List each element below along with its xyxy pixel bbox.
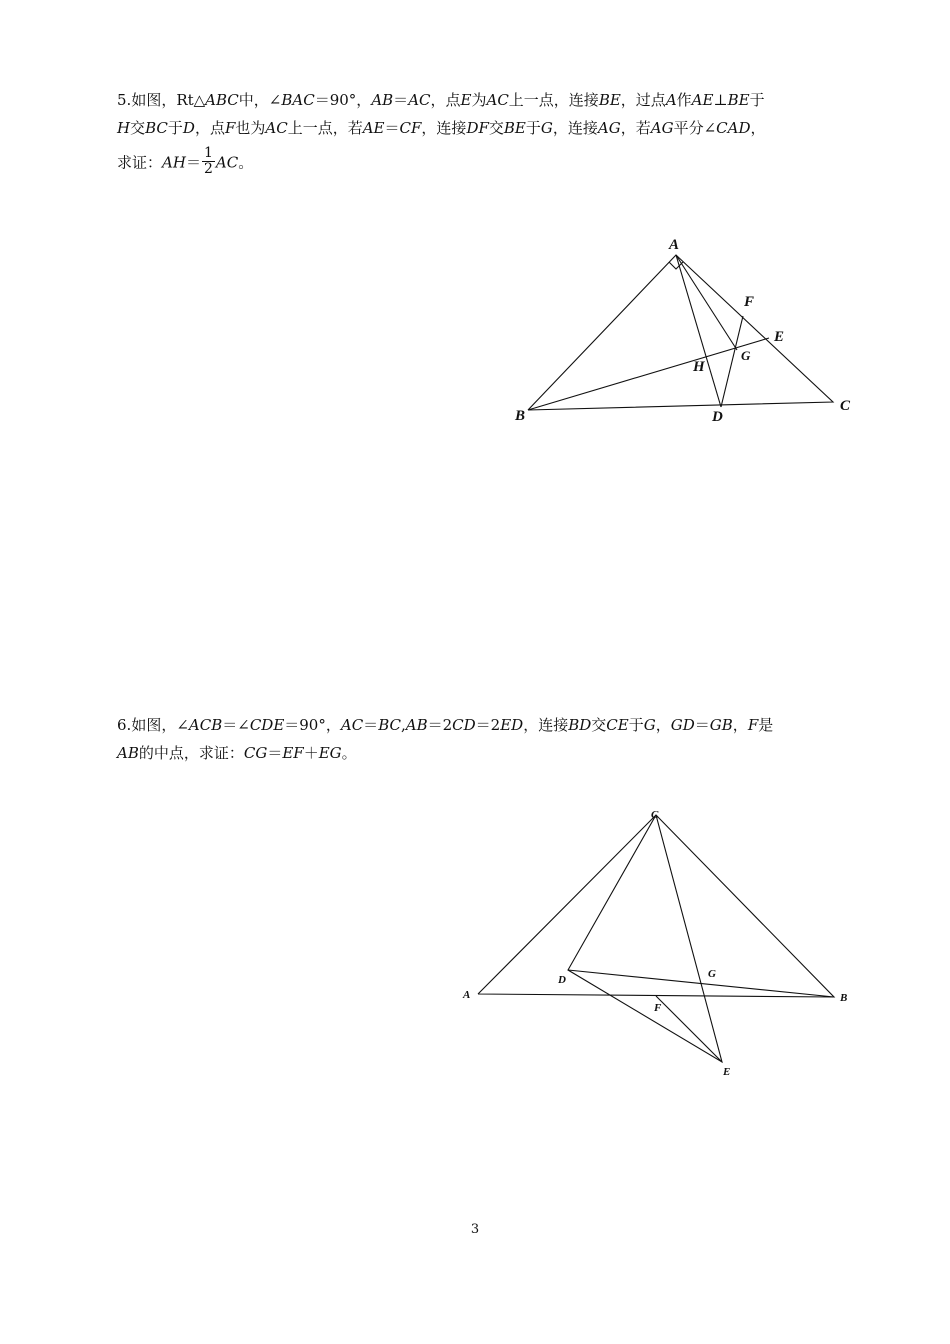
- problem-number: 6.: [117, 716, 132, 734]
- label-b: B: [515, 408, 526, 424]
- label-c: C: [840, 398, 851, 414]
- label-a: A: [669, 237, 680, 253]
- problem-5-line-2: H交BC于D，点F也为AC上一点，若AE＝CF，连接DF交BE于G，连接AG，若AG平分∠CAD，: [117, 119, 766, 137]
- triangle-acb: [478, 815, 834, 997]
- fraction-one-half: $\frac{1}{2}$: [203, 145, 213, 177]
- label-f: F: [654, 1002, 662, 1014]
- label-a: A: [463, 989, 471, 1001]
- label-e: E: [723, 1066, 731, 1078]
- label-d: D: [712, 409, 723, 425]
- page-number: 3: [470, 1222, 480, 1237]
- problem-6-line-2: AB的中点，求证：CG＝EF＋EG。: [117, 744, 357, 762]
- problem-5-line-3: 求证：AH＝ $\frac{1}{2}$ AC。: [117, 145, 254, 177]
- segment-bd: [568, 970, 834, 997]
- problem-6-line-1: 6.如图，∠ACB＝∠CDE＝90°，AC＝BC,AB＝2CD＝2ED，连接BD交CE于G，GD＝GB，F是: [117, 716, 774, 734]
- label-g: G: [708, 968, 716, 980]
- label-e: E: [774, 329, 785, 345]
- label-c: C: [651, 809, 659, 821]
- problem-number: 5.: [117, 91, 132, 109]
- label-f: F: [744, 294, 755, 310]
- label-b: B: [840, 992, 848, 1004]
- triangle-cde: [568, 815, 722, 1062]
- problem-5-line-1: 5.如图，Rt△ABC中，∠BAC＝90°，AB＝AC，点E为AC上一点，连接BE，过点A作AE⊥BE于: [117, 91, 765, 109]
- label-g: G: [741, 348, 751, 363]
- label-d: D: [558, 974, 566, 986]
- label-h: H: [693, 359, 705, 375]
